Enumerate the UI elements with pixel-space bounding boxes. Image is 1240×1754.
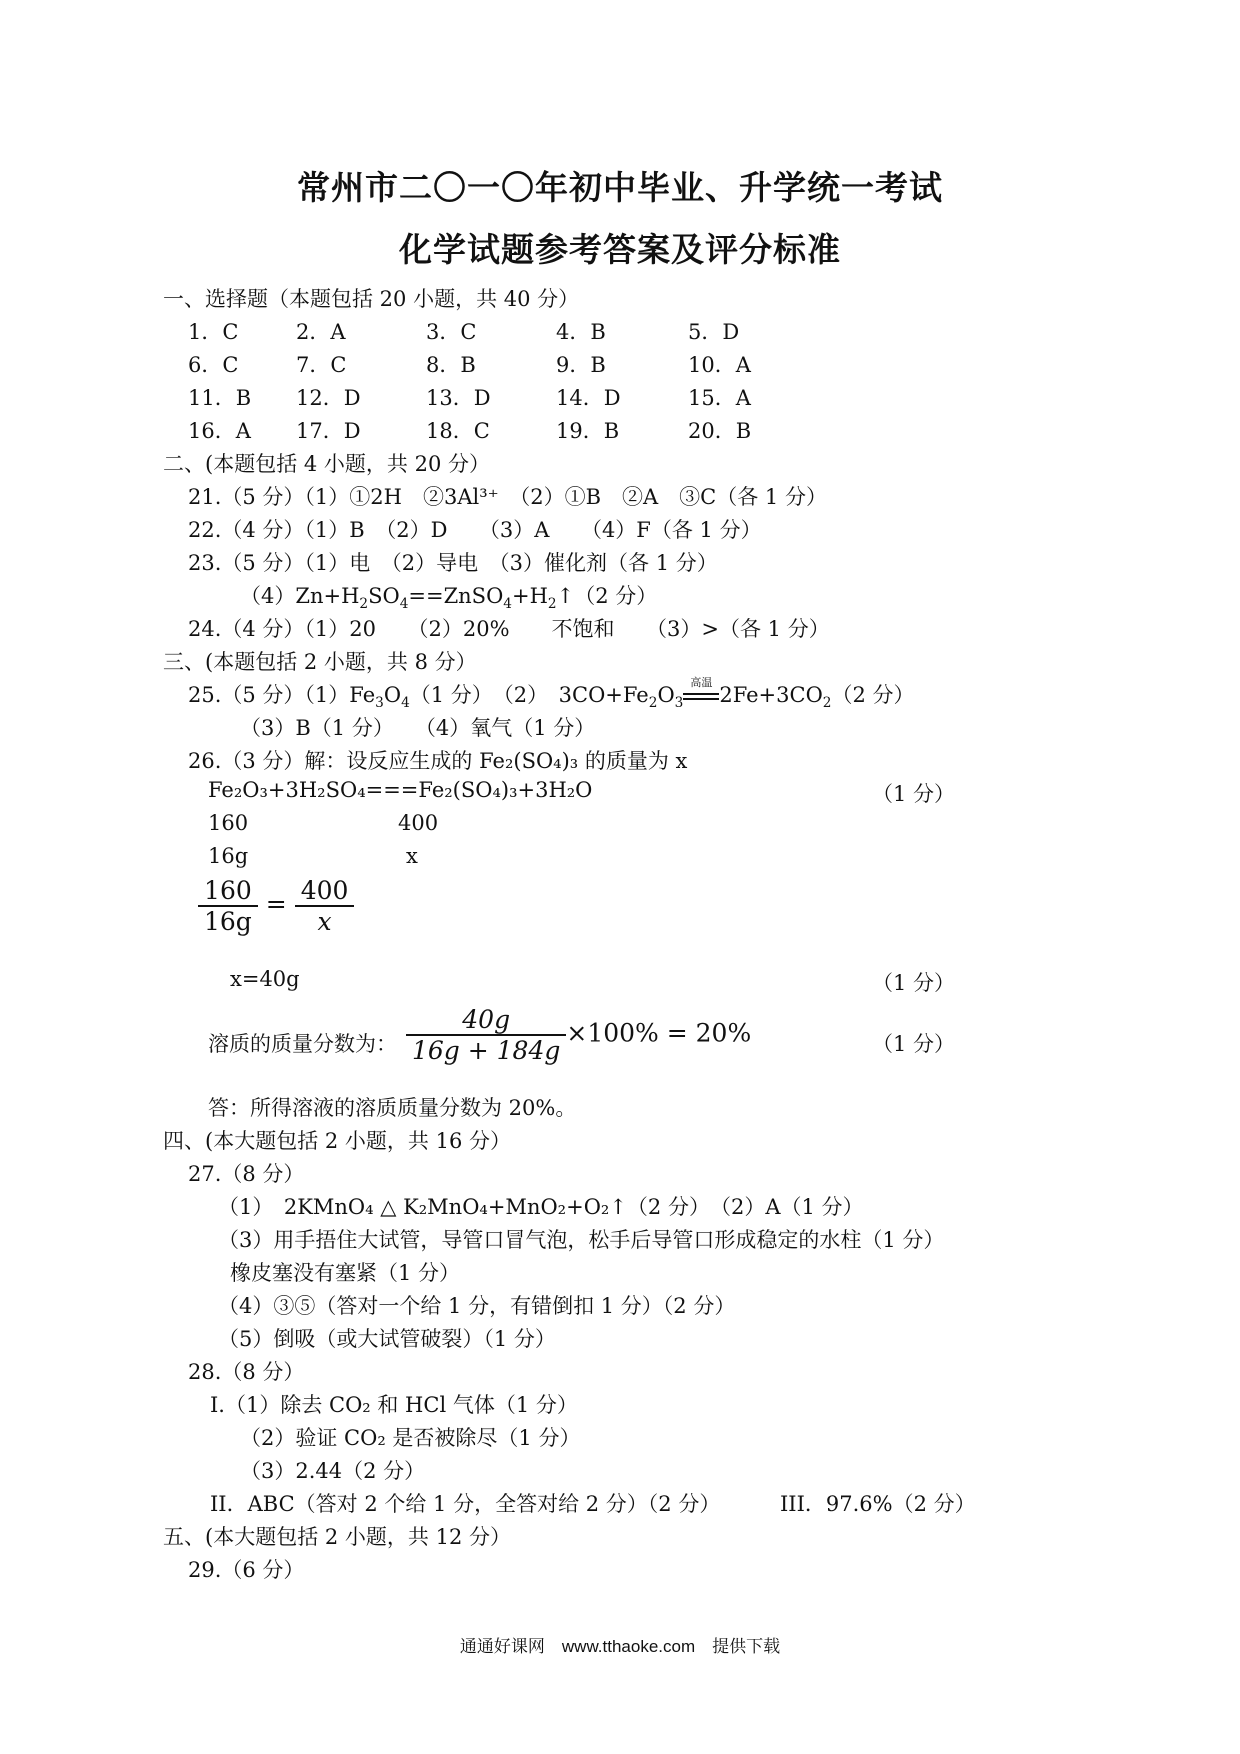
fraction: $\frac{400}{x}$: [295, 876, 355, 936]
section2-heading: 二、(本题包括 4 小题，共 20 分）: [163, 452, 490, 476]
mcq-answer: 7．C: [296, 353, 347, 377]
section5-heading: 五、(本大题包括 2 小题，共 12 分）: [163, 1525, 511, 1549]
fraction: $\frac{160}{16g}$: [198, 876, 258, 936]
document-subtitle: 化学试题参考答案及评分标准: [399, 230, 841, 269]
mcq-answer: 2．A: [296, 320, 346, 344]
mcq-answer: 6．C: [188, 353, 239, 377]
answer-q26-intro: 26.（3 分）解：设反应生成的 Fe₂(SO₄)₃ 的质量为 x: [188, 749, 688, 773]
mass-fraction-label: 溶质的质量分数为：: [208, 1032, 397, 1056]
mcq-answer: 3．C: [426, 320, 477, 344]
section3-heading: 三、(本题包括 2 小题，共 8 分）: [163, 650, 477, 674]
answer-q27-3: （3）用手捂住大试管，导管口冒气泡，松手后导管口形成稳定的水柱（1 分）: [218, 1228, 945, 1252]
document-title: 常州市二〇一〇年初中毕业、升学统一考试: [297, 168, 943, 207]
mcq-answer: 9．B: [556, 353, 606, 377]
footer-source: 通通好课网 www.tthaoke.com 提供下载: [459, 1637, 781, 1656]
molar-mass-1: 160: [208, 811, 249, 835]
mcq-answer: 12．D: [296, 386, 361, 410]
answer-q23-equation: $(4)Zn+H_2SO_4==ZnSO_4+H_2↑(2$ 分）: [240, 584, 658, 613]
score-note: （1 分）: [872, 971, 956, 995]
answer-q28: 28.（8 分）: [188, 1360, 305, 1384]
mcq-answer: 4．B: [556, 320, 606, 344]
answer-q25: 25.（5 分）$(1)Fe_3O_4(1$ 分） （2） $3CO+Fe_2O_3$ 高温 $2Fe+3CO_2(2$ 分）: [188, 676, 915, 712]
answer-q28-I2: （2）验证 CO₂ 是否被除尽（1 分）: [240, 1426, 581, 1450]
answer-q27-1: （1） 2KMnO₄ △ K₂MnO₄+MnO₂+O₂↑（2 分） （2）A（1 分）: [218, 1195, 864, 1219]
mcq-answer: 17．D: [296, 419, 361, 443]
answer-q28-II: II．ABC（答对 2 个给 1 分，全答对给 2 分）（2 分）: [210, 1492, 721, 1516]
section4-heading: 四、(本大题包括 2 小题，共 16 分）: [163, 1129, 511, 1153]
score-note: （1 分）: [872, 782, 956, 806]
answer-q23: 23.（5 分）（1）电 （2）导电 （3）催化剂（各 1 分）: [188, 551, 718, 575]
mcq-answer: 13．D: [426, 386, 491, 410]
answer-q28-III: III．97.6%（2 分）: [780, 1492, 976, 1516]
answer-q27-5: （5）倒吸（或大试管破裂）（1 分）: [218, 1327, 556, 1351]
answer-q27-4: （4）③⑤（答对一个给 1 分，有错倒扣 1 分）（2 分）: [218, 1294, 736, 1318]
answer-q29: 29.（6 分）: [188, 1558, 305, 1582]
answer-q21: 21.（5 分）（1）①2H ②3Al³⁺ （2）①B ②A ③C（各 1 分）: [188, 485, 827, 509]
final-answer: 答：所得溶液的溶质质量分数为 20%。: [208, 1096, 577, 1120]
mcq-answer: 14．D: [556, 386, 621, 410]
answer-q25-b: （3）B（1 分） （4）氧气（1 分）: [240, 716, 596, 740]
answer-q28-I3: （3）2.44（2 分）: [240, 1459, 426, 1483]
fraction: $\frac{40g}{16g + 184g}$: [406, 1005, 566, 1065]
answer-q27-3b: 橡皮塞没有塞紧（1 分）: [230, 1261, 461, 1285]
answer-q28-I1: I.（1）除去 CO₂ 和 HCl 气体（1 分）: [210, 1393, 578, 1417]
mcq-answer: 19．B: [556, 419, 620, 443]
answer-q22: 22.（4 分）（1）B （2）D （3）A （4）F（各 1 分）: [188, 518, 762, 542]
section1-heading: 一、选择题（本题包括 20 小题，共 40 分）: [163, 287, 580, 311]
mcq-answer: 16．A: [188, 419, 251, 443]
answer-q26-equation: Fe₂O₃+3H₂SO₄===Fe₂(SO₄)₃+3H₂O: [208, 778, 593, 802]
proportion-equation: $\frac{160}{16g}$ = $\frac{400}{x}$: [198, 876, 354, 936]
reaction-condition: 高温: [683, 683, 719, 707]
answer-q27: 27.（8 分）: [188, 1162, 305, 1186]
mcq-answer: 20．B: [688, 419, 752, 443]
score-note: （1 分）: [872, 1032, 956, 1056]
solution-x: x=40g: [230, 967, 300, 991]
mcq-answer: 1．C: [188, 320, 239, 344]
mcq-answer: 8．B: [426, 353, 476, 377]
mass-fraction-formula: $\frac{40g}{16g + 184g}$ ×100% = 20%: [406, 1005, 751, 1065]
mcq-answer: 18．C: [426, 419, 490, 443]
given-mass: 16g: [208, 844, 249, 868]
mcq-answer: 10．A: [688, 353, 751, 377]
mcq-answer: 5．D: [688, 320, 740, 344]
molar-mass-2: 400: [398, 811, 439, 835]
mcq-answer: 11．B: [188, 386, 252, 410]
answer-q24: 24.（4 分）（1）20 （2）20% 不饱和 （3）>（各 1 分）: [188, 617, 830, 641]
unknown-mass: x: [406, 844, 418, 868]
mcq-answer: 15．A: [688, 386, 751, 410]
